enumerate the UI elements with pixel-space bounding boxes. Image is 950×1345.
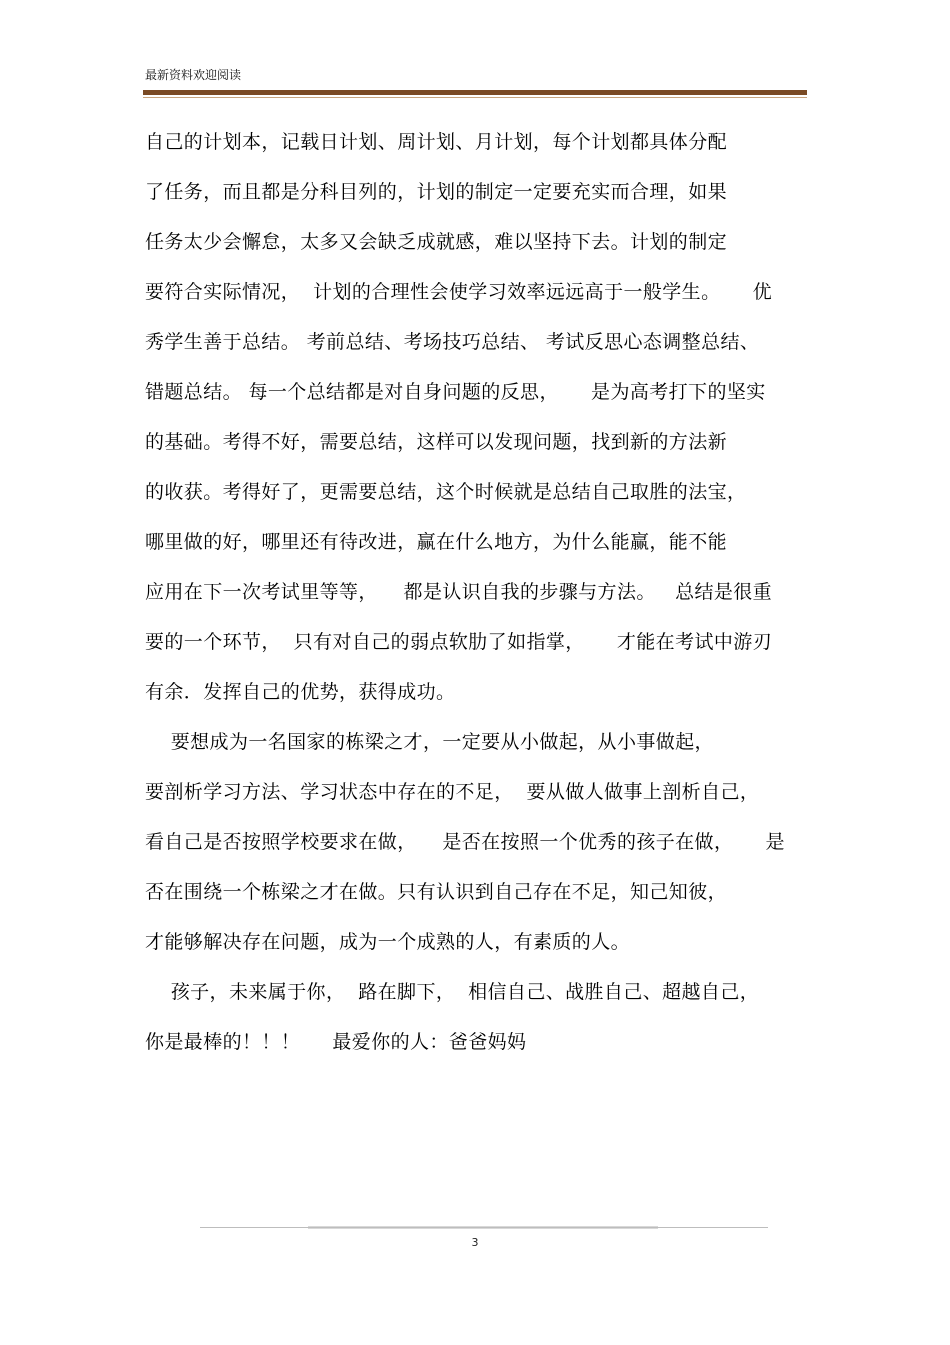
header-rule — [143, 90, 807, 95]
body-line: 要想成为一名国家的栋梁之才，一定要从小做起，从小事做起， — [145, 731, 714, 753]
footer-rule — [200, 1227, 768, 1228]
body-line: 看自己是否按照学校要求在做， 是否在按照一个优秀的孩子在做， 是 — [145, 831, 785, 853]
page-number: 3 — [471, 1236, 479, 1249]
body-line: 要剖析学习方法、学习状态中存在的不足， 要从做人做事上剖析自己， — [145, 781, 760, 803]
body-line: 秀学生善于总结。 考前总结、考场技巧总结、 考试反思心态调整总结、 — [145, 331, 760, 353]
body-line: 哪里做的好，哪里还有待改进，赢在什么地方，为什么能赢，能不能 — [145, 531, 728, 553]
body-line: 你是最棒的！！！ 最爱你的人：爸爸妈妈 — [145, 1031, 527, 1053]
body-line: 才能够解决存在问题，成为一个成熟的人，有素质的人。 — [145, 931, 631, 953]
body-line: 的基础。考得不好，需要总结，这样可以发现问题，找到新的方法新 — [145, 431, 728, 453]
body-line: 的收获。考得好了，更需要总结，这个时候就是总结自己取胜的法宝， — [145, 481, 747, 503]
body-line: 要符合实际情况， 计划的合理性会使学习效率远远高于一般学生。 优 — [145, 281, 773, 303]
body-line: 有余．发挥自己的优势，获得成功。 — [145, 681, 456, 703]
body-line: 任务太少会懈怠，太多又会缺乏成就感，难以坚持下去。计划的制定 — [145, 231, 728, 253]
body-line: 应用在下一次考试里等等， 都是认识自我的步骤与方法。 总结是很重 — [145, 581, 773, 603]
body-line: 自己的计划本，记载日计划、周计划、月计划，每个计划都具体分配 — [145, 131, 728, 153]
header-rule-thin — [143, 97, 807, 98]
body-line: 错题总结。 每一个总结都是对自身问题的反思， 是为高考打下的坚实 — [145, 381, 766, 403]
body-line: 孩子，未来属于你， 路在脚下， 相信自己、战胜自己、超越自己， — [145, 981, 760, 1003]
body-line: 了任务，而且都是分科目列的，计划的制定一定要充实而合理，如果 — [145, 181, 728, 203]
header-text: 最新资料欢迎阅读 — [145, 68, 242, 82]
body-line: 否在围绕一个栋梁之才在做。只有认识到自己存在不足，知己知彼， — [145, 881, 728, 903]
body-line: 要的一个环节， 只有对自己的弱点软肋了如指掌， 才能在考试中游刃 — [145, 631, 773, 653]
